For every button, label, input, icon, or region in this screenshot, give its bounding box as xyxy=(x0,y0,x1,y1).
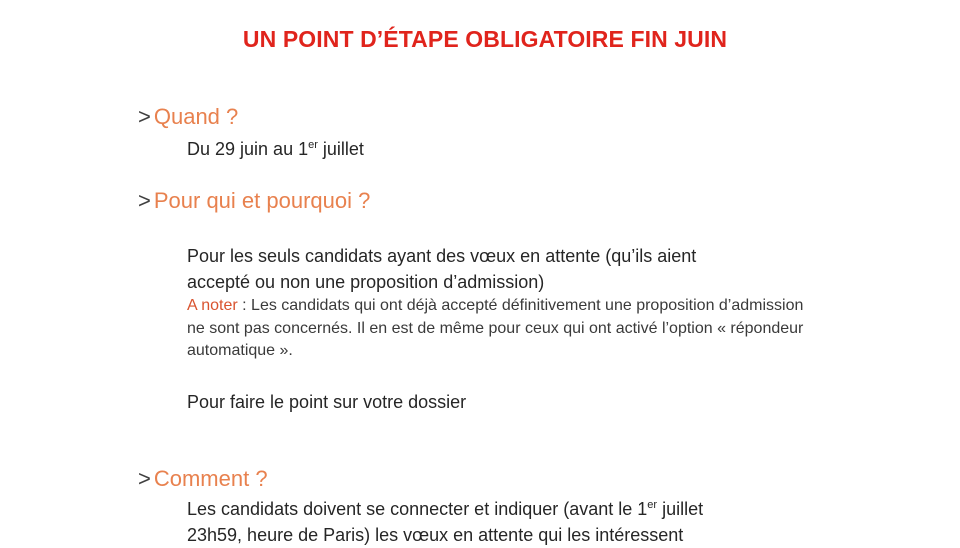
section-text-comment-line-1 xyxy=(187,496,703,522)
chevron-right-icon: > xyxy=(138,104,151,129)
section-heading-quand xyxy=(138,104,238,130)
section-text-quand xyxy=(187,136,364,162)
chevron-right-icon: > xyxy=(138,466,151,491)
superscript: er xyxy=(308,139,318,151)
section-text-comment-line-2: 23h59, heure de Paris) les vœux en attente qui les intéressent xyxy=(187,525,684,545)
section-text-extra: Pour faire le point sur votre dossier xyxy=(187,392,467,412)
note-label: A noter xyxy=(187,297,238,314)
heading-label: Quand ? xyxy=(153,104,239,129)
heading-label: Comment ? xyxy=(153,466,268,491)
text-part: Les candidats doivent se connecter et indiquer (avant le 1 xyxy=(187,499,648,519)
text-part: Du 29 juin au 1 xyxy=(187,139,309,159)
superscript: er xyxy=(647,499,658,511)
text-part: juillet xyxy=(317,139,364,159)
section-heading-pour-qui xyxy=(138,188,370,214)
note-text: : Les candidats qui ont déjà accepté définitivement une proposition d’admission ne sont pas concernés. Il en est de même pour ceux qui ont activé l’option « répondeur automatique ». xyxy=(187,297,804,359)
section-text-line-1: Pour les seuls candidats ayant des vœux en attente (qu’ils aient xyxy=(187,246,697,266)
slide-title: UN POINT D’ÉTAPE OBLIGATOIRE FIN JUIN xyxy=(242,26,728,52)
text-part: juillet xyxy=(657,499,704,519)
section-text-line-2: accepté ou non une proposition d’admission) xyxy=(187,272,545,292)
section-heading-comment xyxy=(138,466,268,492)
chevron-right-icon: > xyxy=(138,188,151,213)
note-paragraph xyxy=(187,295,807,363)
heading-label: Pour qui et pourquoi ? xyxy=(153,188,371,213)
